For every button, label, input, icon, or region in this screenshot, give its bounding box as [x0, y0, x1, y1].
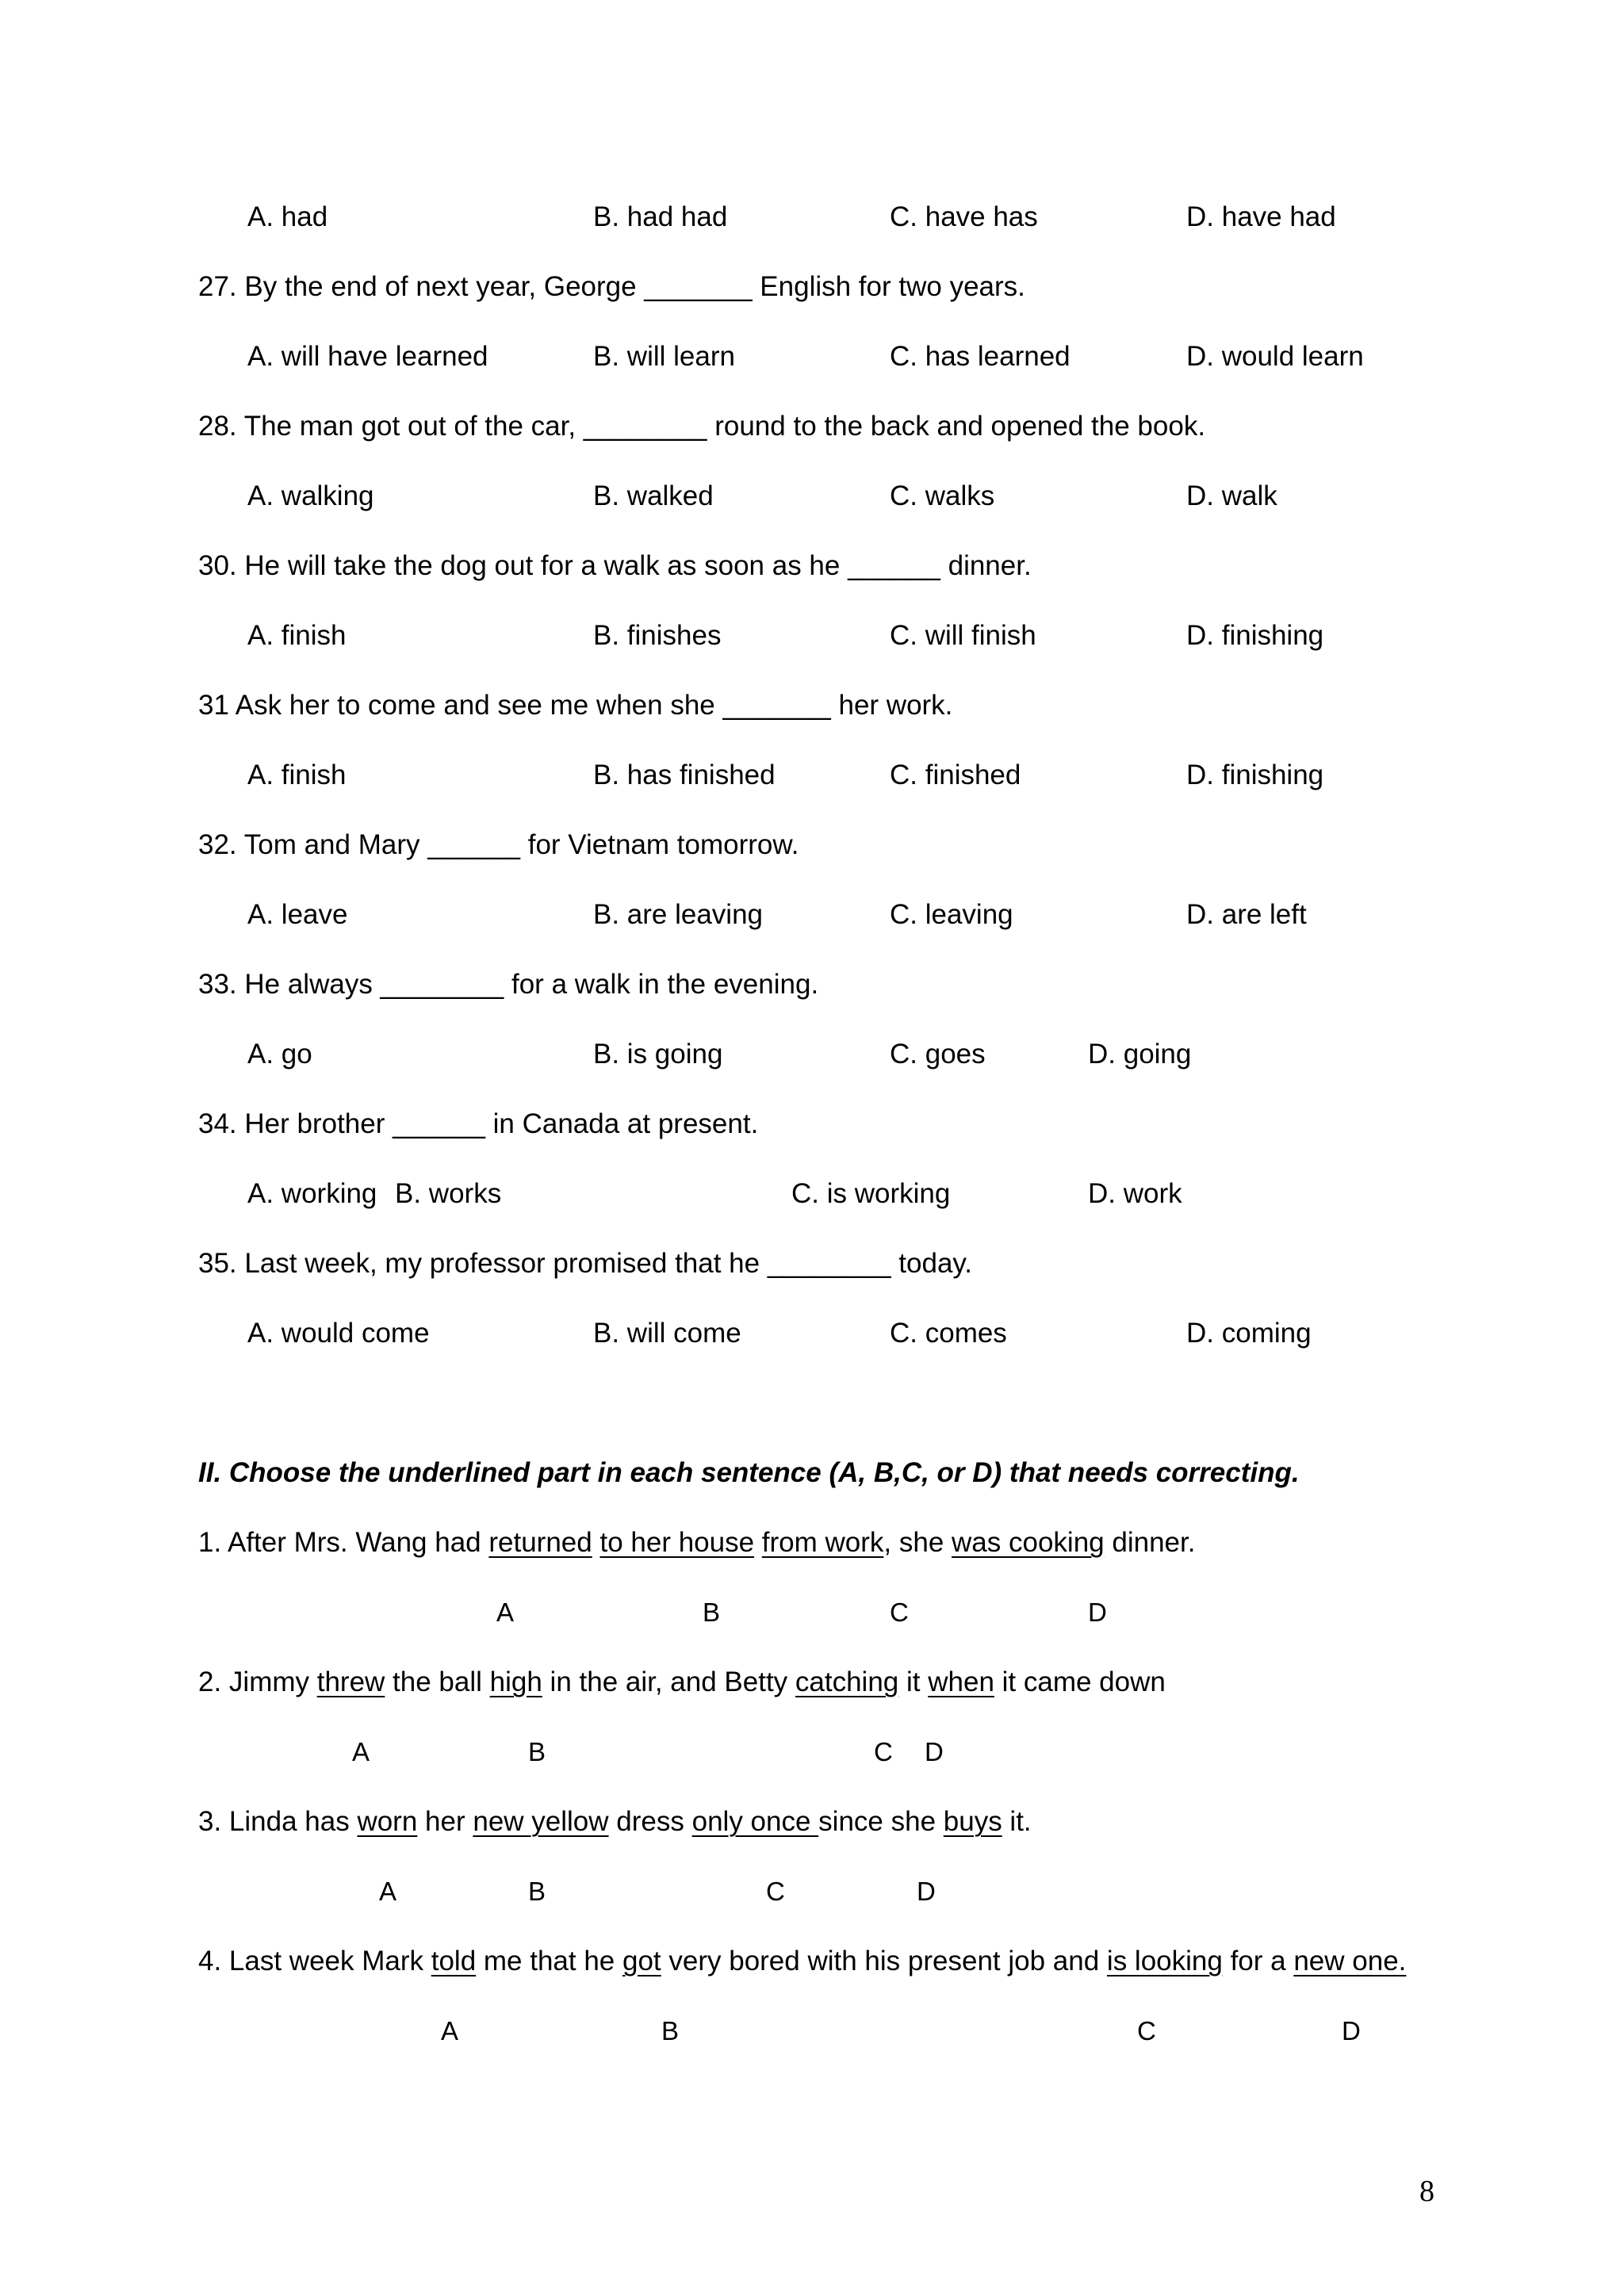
- page-number: 8: [1419, 2175, 1434, 2208]
- question-32-stem: 32. Tom and Mary ______ for Vietnam tomorrow.: [198, 829, 799, 860]
- error-item-3-letters: [0, 1873, 1624, 1911]
- question-34-options: [198, 1175, 1483, 1213]
- letter-a: A: [441, 2016, 459, 2045]
- letter-a: A: [496, 1598, 515, 1627]
- underlined-part-d: buys: [943, 1806, 1002, 1837]
- letter-a: A: [379, 1877, 397, 1906]
- question-31-options: [198, 756, 1483, 794]
- letter-b: B: [703, 1598, 721, 1627]
- option-b: B. will learn: [593, 341, 735, 372]
- option-b: B. has finished: [593, 760, 776, 790]
- error-item-4-letters: [0, 2012, 1624, 2050]
- question-32-options: [198, 896, 1483, 934]
- option-b: B. had had: [593, 201, 728, 232]
- underlined-part-d: new one.: [1293, 1946, 1407, 1976]
- question-30-stem: 30. He will take the dog out for a walk as soon as he ______ dinner.: [198, 550, 1032, 581]
- option-d: D. are left: [1186, 899, 1307, 930]
- underlined-part-a: worn: [357, 1806, 418, 1837]
- letter-d: D: [1342, 2016, 1361, 2045]
- option-a: A. finish: [247, 760, 347, 790]
- option-a: A. will have learned: [247, 341, 488, 372]
- question-27-options: [198, 338, 1483, 376]
- question-35-stem: 35. Last week, my professor promised that he ________ today.: [198, 1248, 973, 1279]
- question-33-stem: 33. He always ________ for a walk in the evening.: [198, 969, 819, 1000]
- error-item-3: 3. Linda has worn her new yellow dress only once since she buys it.: [198, 1806, 1032, 1837]
- error-item-2-letters: [0, 1733, 1624, 1771]
- underlined-part-c: catching: [795, 1667, 899, 1697]
- question-35-options: [198, 1314, 1483, 1353]
- letter-c: C: [874, 1737, 893, 1766]
- error-item-4: 4. Last week Mark told me that he got very bored with his present job and is looking for a new one.: [198, 1946, 1407, 1976]
- underlined-part-c: from work: [761, 1527, 884, 1558]
- question-30-options: [198, 617, 1483, 655]
- option-c: C. will finish: [890, 620, 1036, 651]
- option-b: B. are leaving: [593, 899, 764, 930]
- option-d: D. would learn: [1186, 341, 1364, 372]
- underlined-part-d: was cooking: [952, 1527, 1105, 1558]
- question-28-stem: 28. The man got out of the car, ________ round to the back and opened the book.: [198, 411, 1206, 442]
- question-27-stem: 27. By the end of next year, George _______ English for two years.: [198, 271, 1025, 302]
- underlined-part-a: returned: [488, 1527, 592, 1558]
- letter-a: A: [352, 1737, 370, 1766]
- letter-b: B: [528, 1877, 546, 1906]
- option-d: D. walk: [1186, 480, 1277, 511]
- underlined-part-d: when: [928, 1667, 994, 1697]
- underlined-part-b: to her house: [599, 1527, 755, 1558]
- option-c: C. walks: [890, 480, 995, 511]
- option-d: D. going: [1088, 1039, 1192, 1070]
- error-item-1-letters: [0, 1594, 1624, 1632]
- underlined-part-b: new yellow: [473, 1806, 609, 1837]
- letter-c: C: [766, 1877, 785, 1906]
- section-2-heading: II. Choose the underlined part in each sentence (A, B,C, or D) that needs correcting.: [198, 1457, 1300, 1488]
- option-d: D. finishing: [1186, 620, 1324, 651]
- underlined-part-b: got: [622, 1946, 661, 1976]
- option-a: A. had: [247, 201, 328, 232]
- error-item-2: 2. Jimmy threw the ball high in the air, and Betty catching it when it came down: [198, 1667, 1166, 1697]
- option-c: C. goes: [890, 1039, 986, 1070]
- option-d: D. work: [1088, 1178, 1182, 1209]
- option-a: A. leave: [247, 899, 348, 930]
- option-a: A. would come: [247, 1318, 430, 1349]
- option-c: C. has learned: [890, 341, 1071, 372]
- option-a: A. walking: [247, 480, 374, 511]
- option-d: D. coming: [1186, 1318, 1312, 1349]
- option-b: B. will come: [593, 1318, 741, 1349]
- question-28-options: [198, 477, 1483, 515]
- option-a: A. finish: [247, 620, 347, 651]
- error-item-1: 1. After Mrs. Wang had returned to her house from work, she was cooking dinner.: [198, 1527, 1196, 1558]
- option-c: C. is working: [791, 1178, 951, 1209]
- letter-b: B: [661, 2016, 680, 2045]
- letter-b: B: [528, 1737, 546, 1766]
- underlined-part-c: only once: [691, 1806, 819, 1837]
- option-b: B. walked: [593, 480, 714, 511]
- option-c: C. comes: [890, 1318, 1007, 1349]
- option-b: B. works: [395, 1178, 502, 1209]
- question-34-stem: 34. Her brother ______ in Canada at present.: [198, 1108, 759, 1139]
- option-b: B. finishes: [593, 620, 722, 651]
- option-a: A. go: [247, 1039, 312, 1070]
- underlined-part-c: is looking: [1106, 1946, 1223, 1976]
- letter-d: D: [1088, 1598, 1107, 1627]
- option-c: C. finished: [890, 760, 1021, 790]
- underlined-part-b: high: [489, 1667, 542, 1697]
- question-31-stem: 31 Ask her to come and see me when she _______ her work.: [198, 690, 953, 721]
- underlined-part-a: threw: [316, 1667, 385, 1697]
- option-c: C. have has: [890, 201, 1038, 232]
- option-d: D. have had: [1186, 201, 1336, 232]
- option-d: D. finishing: [1186, 760, 1324, 790]
- letter-d: D: [917, 1877, 936, 1906]
- option-b: B. is going: [593, 1039, 723, 1070]
- option-a: A. working: [247, 1178, 377, 1209]
- question-33-options: [198, 1035, 1483, 1073]
- question-26-options: [198, 198, 1483, 236]
- option-c: C. leaving: [890, 899, 1013, 930]
- letter-c: C: [1137, 2016, 1156, 2045]
- letter-d: D: [925, 1737, 944, 1766]
- underlined-part-a: told: [431, 1946, 477, 1976]
- letter-c: C: [890, 1598, 909, 1627]
